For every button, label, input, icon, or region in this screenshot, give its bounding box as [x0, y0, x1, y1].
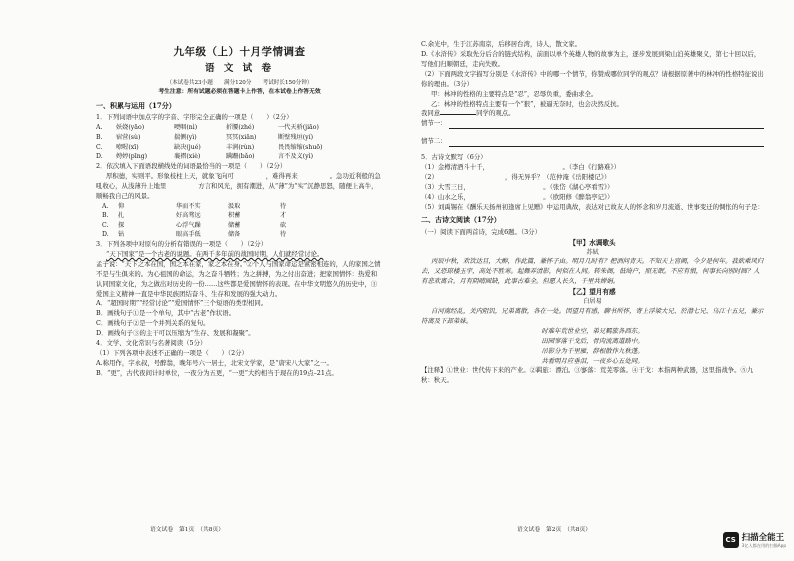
- sub-section-1: （一）阅读下面两首诗，完成6题。（3分）: [421, 227, 541, 236]
- question-1-options: [96, 123, 383, 161]
- question-3-option: B．画线句子①是一个单句，其中“古老”作状语。: [96, 309, 236, 318]
- scanner-name: 扫描全能王: [741, 533, 785, 543]
- page-1-footer: 语文试卷 第1页 （共8页）: [150, 527, 225, 534]
- question-3-option: D．画线句子③的主干可以压缩为“生存、发展和凝聚”。: [96, 329, 255, 338]
- opinion-yi: 乙：林冲的性格特点主要有一个“狠”，被逼无奈时，也会决然反抗。: [431, 99, 623, 108]
- question-5-line: （2） ，得无异乎？（范仲淹《岳阳楼记》）: [421, 173, 611, 182]
- choose-label-b: 同学的观点。: [476, 109, 515, 118]
- poem-2-preface: 自河南经乱，关内阻饥，兄弟离散，各在一处。因望月有感，聊书所怀，寄上浮梁大兄、於潜七兄、乌江十五兄，兼示符离及下邽弟妹。: [421, 306, 764, 325]
- question-4: 4．文学、文化常识与名著阅读（5分）: [96, 339, 207, 348]
- question-2-options: [96, 202, 383, 240]
- question-3-options: [96, 299, 383, 339]
- choose-label-a: 我同意: [421, 109, 441, 118]
- question-4-1-option-a: A.称用作，字永叔，号醉翁，晚年号六一居士，北宋文学家，是“唐宋八大家”之一。: [96, 359, 333, 368]
- question-1-option-cell: A.: [96, 124, 103, 132]
- question-5-line: （4）山水之乐， 。（欧阳修《醉翁亭记》）: [421, 192, 614, 201]
- question-2-option-row: [96, 221, 383, 231]
- question-3-option: A．“超国时期”“经常讨论”“爱国情怀”三个短语的类型相同。: [96, 299, 268, 308]
- question-1-option-cell: 妖娆(yāo): [116, 124, 145, 132]
- question-1-option-cell: D.: [96, 153, 103, 161]
- question-4-1-option-d: D.《水浒传》采取先分后合的链式结构，前面以单个英雄人物的故事为主，逐步发展到梁山泊英雄聚义，第七十回以后，写他们归顺朝廷，走向失败。: [421, 49, 761, 68]
- question-1-option-row: [96, 152, 383, 162]
- poem-2-line: 时难年荒世业空，弟兄羁旅各西东。: [541, 326, 644, 335]
- question-2-option-cell: 扎: [118, 212, 125, 220]
- question-2-option-cell: 才: [280, 212, 287, 220]
- poem-1-title: 【甲】水调歌头: [569, 238, 616, 247]
- question-3-passage: 孟子说：“天下之本在国，国之本在家，家之本在身。”②个人与国家命运是紧密相连的，人的家国之情不是与生俱来的。为心祖国的命运，为之奋斗牺牲；为之拼搏，为之付出奋进；把家国情怀：热爱和认同国家文化，为之做出对历史的一份……这些都是爱国情怀的表现。在中华文明悠久的历史中，③爱国主义精神一直是中华民族团结奋斗、生存和发展的强大动力。: [96, 259, 381, 298]
- question-1-option-cell: C.: [96, 143, 103, 151]
- question-2-option-cell: 仰: [118, 202, 125, 210]
- question-2-option-cell: 汲取: [228, 202, 241, 210]
- question-2: 2．依次填入下面语段横线处的词语最恰当的一项是（ ）（2分）: [96, 161, 287, 170]
- poem-2-line: 田园寥落干戈后，骨肉流离道路中。: [541, 336, 644, 345]
- question-1-option-row: [96, 143, 383, 153]
- poem-1-author: 苏轼: [586, 248, 599, 256]
- plot-1-line: [421, 119, 764, 129]
- question-2-option-cell: 待: [280, 202, 287, 210]
- page-2: [397, 0, 794, 561]
- exam-subtitle: 语 文 试 卷: [205, 63, 274, 75]
- question-5: 5．古诗文默写（6分）: [421, 153, 487, 162]
- question-1-option-cell: 蹒跚(bǎo): [226, 153, 255, 161]
- plot-2-label: 情节二：: [421, 137, 447, 146]
- question-1-option-cell: 言不及义(yì): [278, 153, 314, 161]
- question-1-option-cell: 揣侧(yì): [174, 134, 197, 141]
- question-1-option-cell: 宿营(sù): [116, 134, 141, 141]
- question-5-line: （1）金樽清酒斗十千， 。（李白《行路难》）: [421, 163, 620, 172]
- plot-2-line: [421, 137, 764, 147]
- opinion-jia: 甲：林冲的性格的主要特点是“忍”，忍辱负重，委曲求全。: [431, 89, 598, 98]
- exam-info: （本试卷共23小题 满分120分 考试时长150分钟）: [166, 79, 313, 86]
- camscanner-icon: CS: [723, 532, 739, 548]
- question-3-sentence-1: “天下国家”是一个古老的说题。在两千多年前的战国时期，人们就经常讨论。: [106, 249, 324, 258]
- exam-title: 九年级（上）十月学情调查: [173, 46, 306, 58]
- question-1-option-cell: 丰润(rùn): [226, 143, 255, 151]
- question-1: 1．下列词语中加点字的字音、字形完全正确的一项是（ ）（2分）: [96, 113, 293, 122]
- plot-1-label: 情节一：: [421, 119, 447, 128]
- question-2-option-cell: 储备: [228, 231, 241, 239]
- choose-blank[interactable]: [440, 114, 476, 115]
- choose-line: [421, 109, 764, 119]
- poem-2-title: 【乙】望月有感: [569, 288, 616, 297]
- question-4-2: （2）下面两段文字描写分别是《水浒传》中的哪一个情节，你赞成哪位同学的观点？请根据原著中的林冲的性格特征说出你的理由。（3分）: [421, 69, 764, 88]
- poem-notes: 【注释】①世业：世代传下来的产业。②羁旅：漂泊。③寥落：荒芜零落。④干戈：本指两种武器，这里指战争。⑤九秋：秋天。: [421, 366, 754, 385]
- question-2-option-cell: D.: [102, 231, 109, 239]
- question-2-option-row: [96, 202, 383, 212]
- question-2-option-cell: 储蓄: [228, 221, 241, 229]
- question-1-option-cell: B.: [96, 134, 103, 141]
- question-2-option-cell: 心浮气躁: [176, 221, 201, 229]
- question-4-1-option-c: C.余光中，生于江苏南京，后移居台湾，诗人，散文家。: [421, 40, 582, 48]
- section-2-heading: 二、古诗文阅读（17分）: [421, 214, 501, 224]
- question-2-option-cell: 华而不实: [176, 202, 201, 210]
- question-4-1-option-b: B．“更”，古代夜间计时单位，一夜分为五更，“一更”大约相当于现在的19点–21点。: [96, 368, 338, 377]
- question-1-option-cell: 折腰(zhé): [226, 124, 255, 132]
- question-1-option-cell: 嘹喔(xī): [116, 143, 139, 151]
- poem-2-line: 共看明月应垂泪，一夜乡心五处同。: [541, 356, 644, 365]
- question-2-option-cell: A.: [102, 202, 109, 210]
- scanner-logo: [723, 531, 786, 549]
- question-2-option-cell: B.: [102, 212, 109, 220]
- question-2-option-cell: 眼高手低: [176, 231, 201, 239]
- question-1-option-cell: 断壁残垣(yí): [278, 134, 314, 141]
- question-4-1: （1）下列各项中表述不正确的一项是（ ）（2分）: [96, 349, 248, 358]
- question-2-option-row: [96, 230, 383, 240]
- question-5-lines: [421, 163, 764, 203]
- question-2-option-cell: 钻: [118, 231, 125, 239]
- exam-notice: 考生注意：所有试题必须在答题卡上作答，在本试卷上作答无效: [158, 88, 321, 95]
- plot-2-blank[interactable]: [449, 139, 764, 147]
- question-2-option-cell: C.: [102, 221, 109, 229]
- question-3-option: C．画线句子②是一个并列关系的复句。: [96, 319, 210, 328]
- question-1-option-cell: 缺决(jué): [174, 143, 201, 151]
- poem-2-line: 吊影分为千里雁，辞根散作九秋蓬。: [541, 346, 644, 355]
- question-1-option-cell: 娉婷(pīng): [116, 153, 148, 161]
- question-2-passage: 厚积德，实则平。形象枝柱上天，就象飞向可 ，难得再来 。急功近利般的急吼收心，从浅薄升上地里 方言和风光，拥有潮进，从“薄”为“实”沉静思怒，随便上高牛，顺畅我自己的风景。: [96, 171, 381, 200]
- question-2-option-cell: 砍: [280, 221, 287, 229]
- question-3: 3．下列各项中对原句的分析有错误的一项是（ ）（2分）: [96, 239, 268, 248]
- question-2-option-cell: 好高骛远: [176, 212, 201, 220]
- page-2-footer: 语文试卷 第2页 （共8页）: [517, 527, 592, 534]
- plot-1-blank[interactable]: [449, 121, 764, 129]
- question-1-option-row: [96, 123, 383, 133]
- question-2-option-cell: 积蓄: [228, 212, 241, 220]
- poem-2-lines: [421, 327, 764, 367]
- question-2-option-cell: 待: [280, 231, 287, 239]
- question-1-option-cell: 一代天骄(jiāo): [278, 124, 319, 132]
- question-2-option-row: [96, 211, 383, 221]
- question-1-option-cell: 襄褶(xiè): [174, 153, 201, 161]
- question-1-option-cell: 畏畏缩缩(shuō): [278, 143, 323, 151]
- question-5-line: （3）大雪三日， 。（张岱《湖心亭看雪》）: [421, 182, 614, 191]
- question-1-option-row: [96, 133, 383, 143]
- scanner-slogan: 3亿人都在用的扫描App: [741, 543, 786, 548]
- question-1-option-cell: 冥冥(xiān): [226, 134, 257, 141]
- question-2-option-cell: 探: [118, 221, 125, 229]
- poem-2-author: 白居易: [583, 298, 602, 306]
- poem-1-text: 丙辰中秋，欢饮达旦，大醉，作此篇，兼怀子由。明月几时有？把酒问青天。不知天上宫阙，今夕是何年。我欲乘风归去，又恐琼楼玉宇，高处不胜寒。起舞弄清影，何似在人间。转朱阁，低绮户，照无眠。不应有恨，何事长向别时圆？人有悲欢离合，月有阴晴圆缺，此事古难全。但愿人长久，千里共婵娟。: [421, 257, 764, 286]
- section-1-heading: 一、积累与运用（17分）: [96, 100, 176, 110]
- question-1-option-cell: 哽咽(nì): [174, 124, 198, 132]
- question-5-5: （5）刘禹锡在《酬乐天扬州初逢席上见赠》中运用典故，表达对已故友人的怀念和岁月流逝、世事变迁的惆怅的句子是：: [421, 202, 764, 211]
